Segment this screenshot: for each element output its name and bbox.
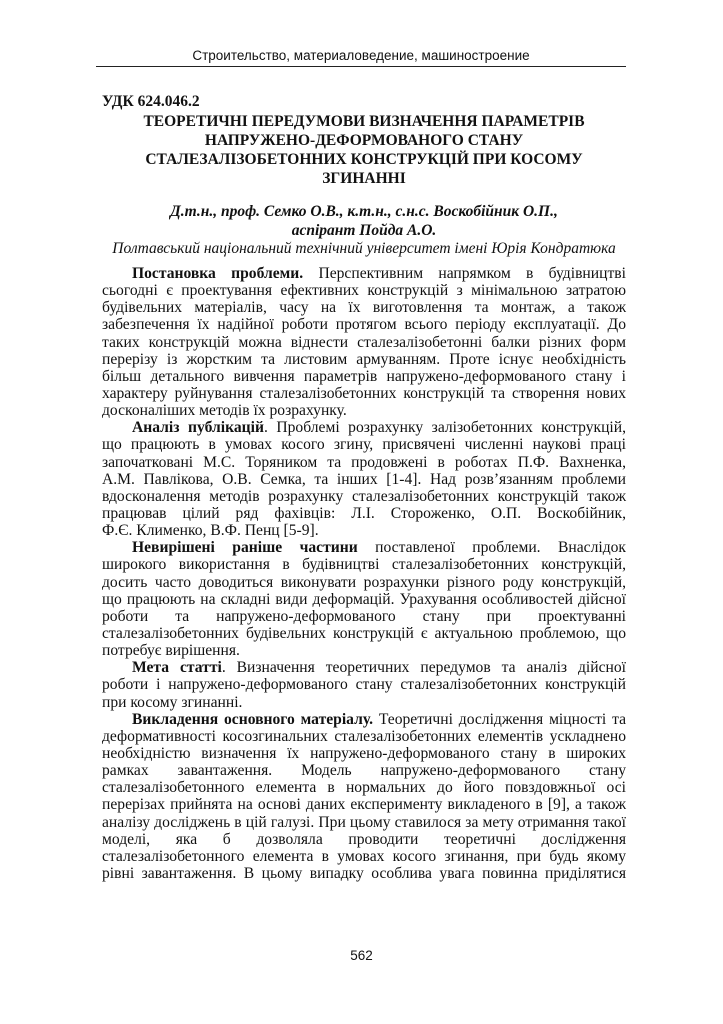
line-text: сталезалізобетонних будівельних конструкцій є актуальною проблемою, що: [102, 624, 626, 642]
line-text: роботи та напружено-деформованого стану при проектуванні: [102, 607, 626, 625]
text-line: [102, 471, 626, 488]
text-line: [102, 779, 626, 796]
line-text: А.М. Павлікова, О.В. Семка, та інших [1-4]. Над розв’язанням проблеми: [102, 470, 626, 488]
text-line: [102, 625, 626, 642]
line-text: вдосконалення методів розрахунку сталезалізобетонних конструкцій також: [102, 487, 626, 505]
text-line: [102, 556, 626, 573]
paragraph: [102, 659, 626, 710]
text-line: [102, 316, 626, 333]
title-line: ТЕОРЕТИЧНІ ПЕРЕДУМОВИ ВИЗНАЧЕННЯ ПАРАМЕТРІВ: [143, 113, 585, 130]
text-line: [102, 574, 626, 591]
text-line: [102, 368, 626, 385]
line-text: перерізу із жорстким та листовим армуванням. Проте існує необхідність: [102, 350, 626, 368]
text-line: [102, 299, 626, 316]
line-text: працював цілий ряд фахівців: Л.І. Стороженко, О.П. Воскобійник,: [102, 504, 626, 522]
text-line: [102, 505, 626, 522]
text-line: [102, 436, 626, 453]
line-text: досить часто доводиться виконувати розрахунки різного роду конструкцій,: [102, 573, 626, 591]
line-text: Ф.Є. Клименко, В.Ф. Пенц [5-9].: [102, 522, 319, 540]
text-line: [102, 454, 626, 471]
text-line: [102, 745, 626, 762]
text-line: [102, 642, 626, 659]
text-line: [102, 385, 626, 402]
text-line: [102, 522, 626, 539]
text-line: [102, 402, 626, 419]
title-line: ЗГИНАННІ: [322, 170, 406, 187]
line-text: сталезалізобетонного елемента в нормальних до його повздовжньої осі: [102, 779, 626, 797]
line-text: аналізу досліджень в цій галузі. При цьому ставилося за мету отримання такої: [102, 813, 626, 831]
text-line: [102, 351, 626, 368]
authors-line: Д.т.н., проф. Семко О.В., к.т.н., с.н.с. Воскобійник О.П.,: [170, 203, 558, 220]
text-line: [102, 591, 626, 608]
line-text: будівельних матеріалів, часу на їх виготовлення та монтаж, а також: [102, 299, 626, 317]
article-body: [102, 265, 626, 882]
title-line: НАПРУЖЕНО-ДЕФОРМОВАНОГО СТАНУ: [204, 132, 524, 149]
paragraph-lead: Викладення основного матеріалу.: [132, 710, 373, 728]
line-text: перерізах прийнята на основі даних експерименту викладеного в [9], а також: [102, 796, 626, 814]
line-text: Перспективним напрямком в будівництві: [303, 265, 626, 282]
paragraph: [102, 419, 626, 539]
line-text: широкого використання в будівництві сталезалізобетонних конструкцій,: [102, 556, 626, 574]
paragraph: [102, 265, 626, 419]
page-number: 562: [350, 948, 373, 963]
paragraph: [102, 539, 626, 659]
line-text: деформативності косозгинальних сталезалізобетонних елементів ускладнено: [102, 727, 626, 745]
affiliation: Полтавський національний технічний університет імені Юрія Кондратюка: [112, 240, 616, 257]
line-text: роботи і напружено-деформованого стану сталезалізобетонних конструкцій: [102, 676, 626, 694]
paragraph-lead: Мета статті: [132, 659, 222, 677]
text-line: [102, 334, 626, 351]
text-line: [102, 711, 626, 728]
line-text: сталезалізобетонного елемента в умовах косого згинання, при будь якому: [102, 847, 626, 865]
line-text: таких конструкцій можна віднести сталезалізобетонні балки різних форм: [102, 333, 626, 351]
text-line: [102, 694, 626, 711]
line-text: Теоретичні дослідження міцності та: [372, 710, 627, 728]
line-text: моделі, яка б дозволяла проводити теоретичні дослідження: [102, 830, 626, 848]
text-line: [102, 796, 626, 813]
line-text: потребує вирішення.: [102, 642, 240, 660]
authors-line: аспірант Пойда А.О.: [291, 221, 437, 239]
article-title: [96, 112, 632, 188]
line-text: характеру руйнування сталезалізобетонних конструкцій та створення нових: [102, 384, 626, 402]
paragraph: [102, 711, 626, 882]
paragraph-lead: Невирішені раніше частини: [132, 539, 358, 557]
text-line: [102, 831, 626, 848]
udk-code: УДК 624.046.2: [102, 93, 200, 110]
line-text: необхідністю визначення їх напружено-деформованого стану в широких: [102, 744, 626, 762]
text-line: [102, 762, 626, 779]
paragraph-lead: Постановка проблеми.: [132, 265, 304, 282]
text-line: [102, 539, 626, 556]
line-text: що працюють в умовах косого згину, присвячені численні наукові праці: [102, 436, 626, 454]
text-line: [102, 848, 626, 865]
title-line: СТАЛЕЗАЛІЗОБЕТОННИХ КОНСТРУКЦІЙ ПРИ КОСОМУ: [145, 151, 583, 168]
text-line: [102, 728, 626, 745]
text-line: [102, 282, 626, 299]
line-text: . Визначення теоретичних передумов та аналіз дійсної: [221, 659, 627, 677]
running-header: Строительство, материаловедение, машиностроение: [96, 47, 626, 67]
text-line: [102, 676, 626, 693]
text-line: [102, 814, 626, 831]
paragraph-lead: Аналіз публікацій: [132, 419, 264, 437]
line-text: . Проблемі розрахунку залізобетонних конструкцій,: [263, 419, 626, 437]
line-text: поставленої проблеми. Внаслідок: [357, 539, 627, 557]
text-line: [102, 865, 626, 882]
text-line: [102, 419, 626, 436]
line-text: більш детального вивчення параметрів напружено-деформованого стану і: [102, 367, 626, 385]
text-line: [102, 265, 626, 282]
line-text: започатковані М.С. Торяником та продовжені в роботах П.Ф. Вахненка,: [102, 453, 626, 471]
text-line: [102, 659, 626, 676]
text-line: [102, 608, 626, 625]
line-text: забезпечення їх надійної роботи протягом всього періоду експлуатації. До: [102, 316, 626, 334]
line-text: досконаліших методів їх розрахунку.: [102, 402, 347, 420]
line-text: що працюють на складні види деформацій. Урахування особливостей дійсної: [102, 590, 626, 608]
line-text: при косому згинанні.: [102, 693, 243, 711]
line-text: рівні завантаження. В цьому випадку особлива увага повинна приділятися: [102, 864, 626, 882]
text-line: [102, 488, 626, 505]
authors: [96, 203, 632, 240]
line-text: рамках завантаження. Модель напружено-деформованого стану: [102, 762, 626, 780]
line-text: сьогодні є проектування ефективних конструкцій з мінімальною затратою: [102, 282, 626, 300]
